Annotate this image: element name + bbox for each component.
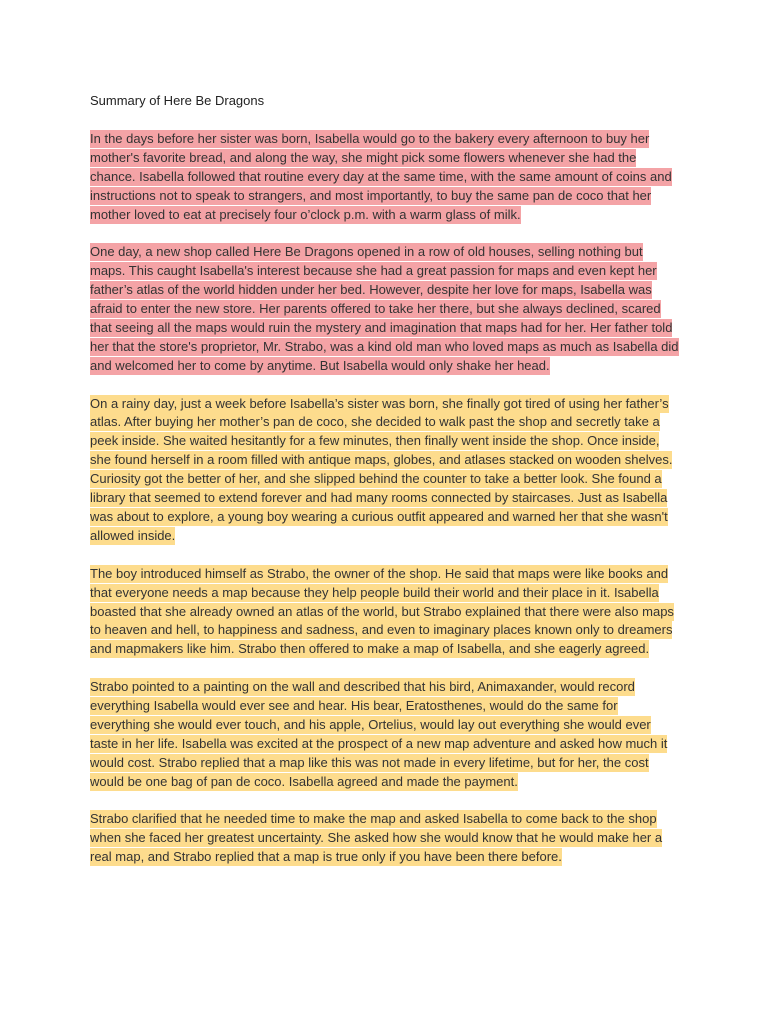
highlighted-text: Strabo pointed to a painting on the wall and described that his bird, Animaxander, would record everything Isabella would ever see and hear. His bear, Eratosthenes, would do the same for everything she would ever touch, and his apple, Ortelius, would lay out everything she would ever taste in her life. Isabella was excited at the prospect of a new map adventure and asked how much it would cost. Strabo replied that a map like this was not made in every lifetime, but for her, the cost would be one bag of pan de coco. Isabella agreed and made the payment. [90,679,668,789]
paragraph-6 [90,810,680,867]
highlighted-text: One day, a new shop called Here Be Dragons opened in a row of old houses, selling nothing but maps. This caught Isabella's interest because she had a great passion for maps and even kept her father’s atlas of the world hidden under her bed. However, despite her love for maps, Isabella was afraid to enter the new store. Her parents offered to take her there, but she always declined, scared that seeing all the maps would ruin the mystery and imagination that maps had for her. Her father told her that the store's proprietor, Mr. Strabo, was a kind old man who loved maps as much as Isabella did and welcomed her to come by anytime. But Isabella would only shake her head. [90,244,679,373]
paragraph-3 [90,395,680,546]
highlighted-text: On a rainy day, just a week before Isabella’s sister was born, she finally got tired of using her father’s atlas. After buying her mother’s pan de coco, she decided to walk past the shop and secretly take a peek inside. She waited hesitantly for a few minutes, then finally went inside the shop. Once inside, she found herself in a room filled with antique maps, globes, and atlases stacked on wooden shelves. Curiosity got the better of her, and she slipped behind the counter to take a better look. She found a library that seemed to extend forever and had many rooms connected by staircases. Just as Isabella was about to explore, a young boy wearing a curious outfit appeared and warned her that she wasn't allowed inside. [90,395,673,543]
paragraph-4 [90,565,680,660]
highlighted-text: Strabo clarified that he needed time to make the map and asked Isabella to come back to the shop when she faced her greatest uncertainty. She asked how she would know that he would make her a real map, and Strabo replied that a map is true only if you have been there before. [90,811,663,865]
highlighted-text: In the days before her sister was born, Isabella would go to the bakery every afternoon to buy her mother's favorite bread, and along the way, she might pick some flowers whenever she had the chance. Isabella followed that routine every day at the same time, with the same amount of coins and instructions not to speak to strangers, and most importantly, to buy the same pan de coco that her mother loved to eat at precisely four o’clock p.m. with a warm glass of milk. [90,130,672,222]
paragraph-2 [90,243,680,375]
document-title: Summary of Here Be Dragons [90,93,265,108]
paragraph-5 [90,678,680,791]
paragraph-1 [90,130,680,225]
document-body [90,92,680,886]
highlighted-text: The boy introduced himself as Strabo, the owner of the shop. He said that maps were like books and that everyone needs a map because they help people build their world and their place in it. Isabella boasted that she already owned an atlas of the world, but Strabo explained that there were also maps to heaven and hell, to happiness and sadness, and even to imaginary places known only to dreamers and mapmakers like him. Strabo then offered to make a map of Isabella, and she eagerly agreed. [90,565,674,657]
